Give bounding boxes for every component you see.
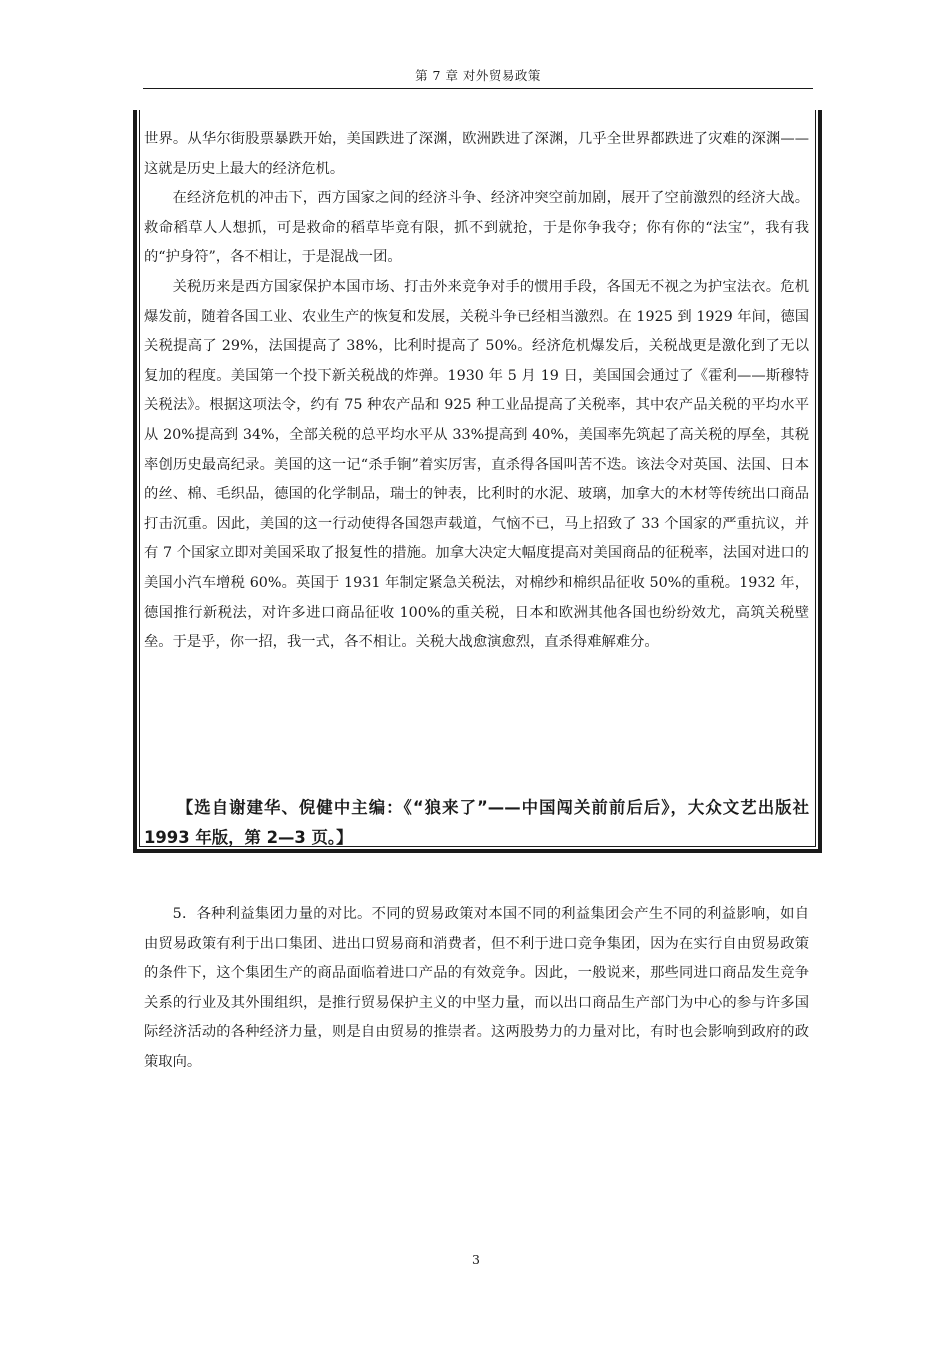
body-paragraph: 5．各种利益集团力量的对比。不同的贸易政策对本国不同的利益集团会产生不同的利益影响，如自由贸易政策有利于出口集团、进出口贸易商和消费者，但不利于进口竞争集团，因为在实行自由贸易政策的条件下，这个集团生产的商品面临着进口产品的有效竞争。因此，一般说来，那些同进口商品发生竞争关系的行业及其外围组织，是推行贸易保护主义的中坚力量，而以出口商品生产部门为中心的参与许多国际经济活动的各种经济力量，则是自由贸易的推崇者。这两股势力的力量对比，有时也会影响到政府的政策取向。 bbox=[144, 906, 809, 1070]
excerpt-paragraph-3: 关税历来是西方国家保护本国市场、打击外来竞争对手的惯用手段，各国无不视之为护宝法衣。危机爆发前，随着各国工业、农业生产的恢复和发展，关税斗争已经相当激烈。在 1925 到 1929 年间，德国关税提高了 29%，法国提高了 38%，比利时提高了 50%。经济危机爆发后，关税战更是激化到了无以复加的程度。美国第一个投下新关税战的炸弹。1930 年 5 月 19 日，美国国会通过了《霍利——斯穆特关税法》。根据这项法令，约有 75 种农产品和 925 种工业品提高了关税率，其中农产品关税的平均水平从 20%提高到 34%，全部关税的总平均水平从 33%提高到 40%，美国率先筑起了高关税的厚垒，其税率创历史最高纪录。美国的这一记“杀手锏”着实厉害，直杀得各国叫苦不迭。该法令对英国、法国、日本的丝、棉、毛织品，德国的化学制品，瑞士的钟表，比利时的水泥、玻璃，加拿大的木材等传统出口商品打击沉重。因此，美国的这一行动使得各国怨声载道，气恼不已，马上招致了 33 个国家的严重抗议，并有 7 个国家立即对美国采取了报复性的措施。加拿大决定大幅度提高对美国商品的征税率，法国对进口的美国小汽车增税 60%。英国于 1931 年制定紧急关税法，对棉纱和棉织品征收 50%的重税。1932 年，德国推行新税法，对许多进口商品征收 100%的重关税，日本和欧洲其他各国也纷纷效尤，高筑关税壁垒。于是乎，你一招，我一式，各不相让。关税大战愈演愈烈，直杀得难解难分。 bbox=[144, 278, 809, 651]
page-number: 3 bbox=[472, 1252, 480, 1267]
running-header: 第 7 章 对外贸易政策 bbox=[415, 68, 541, 83]
excerpt-paragraph-1: 世界。从华尔街股票暴跌开始，美国跌进了深渊，欧洲跌进了深渊，几乎全世界都跌进了灾难的深渊——这就是历史上最大的经济危机。 bbox=[144, 131, 809, 177]
excerpt-paragraph-2: 在经济危机的冲击下，西方国家之间的经济斗争、经济冲突空前加剧，展开了空前激烈的经济大战。救命稻草人人想抓，可是救命的稻草毕竟有限，抓不到就抢，于是你争我夺；你有你的“法宝”，我有我的“护身符”，各不相让，于是混战一团。 bbox=[144, 190, 809, 266]
excerpt-text bbox=[144, 125, 809, 658]
header-rule bbox=[143, 88, 813, 89]
excerpt-source-citation: 【选自谢建华、倪健中主编：《“狼来了”——中国闯关前前后后》，大众文艺出版社 1993 年版，第 2—3 页。】 bbox=[144, 798, 809, 847]
